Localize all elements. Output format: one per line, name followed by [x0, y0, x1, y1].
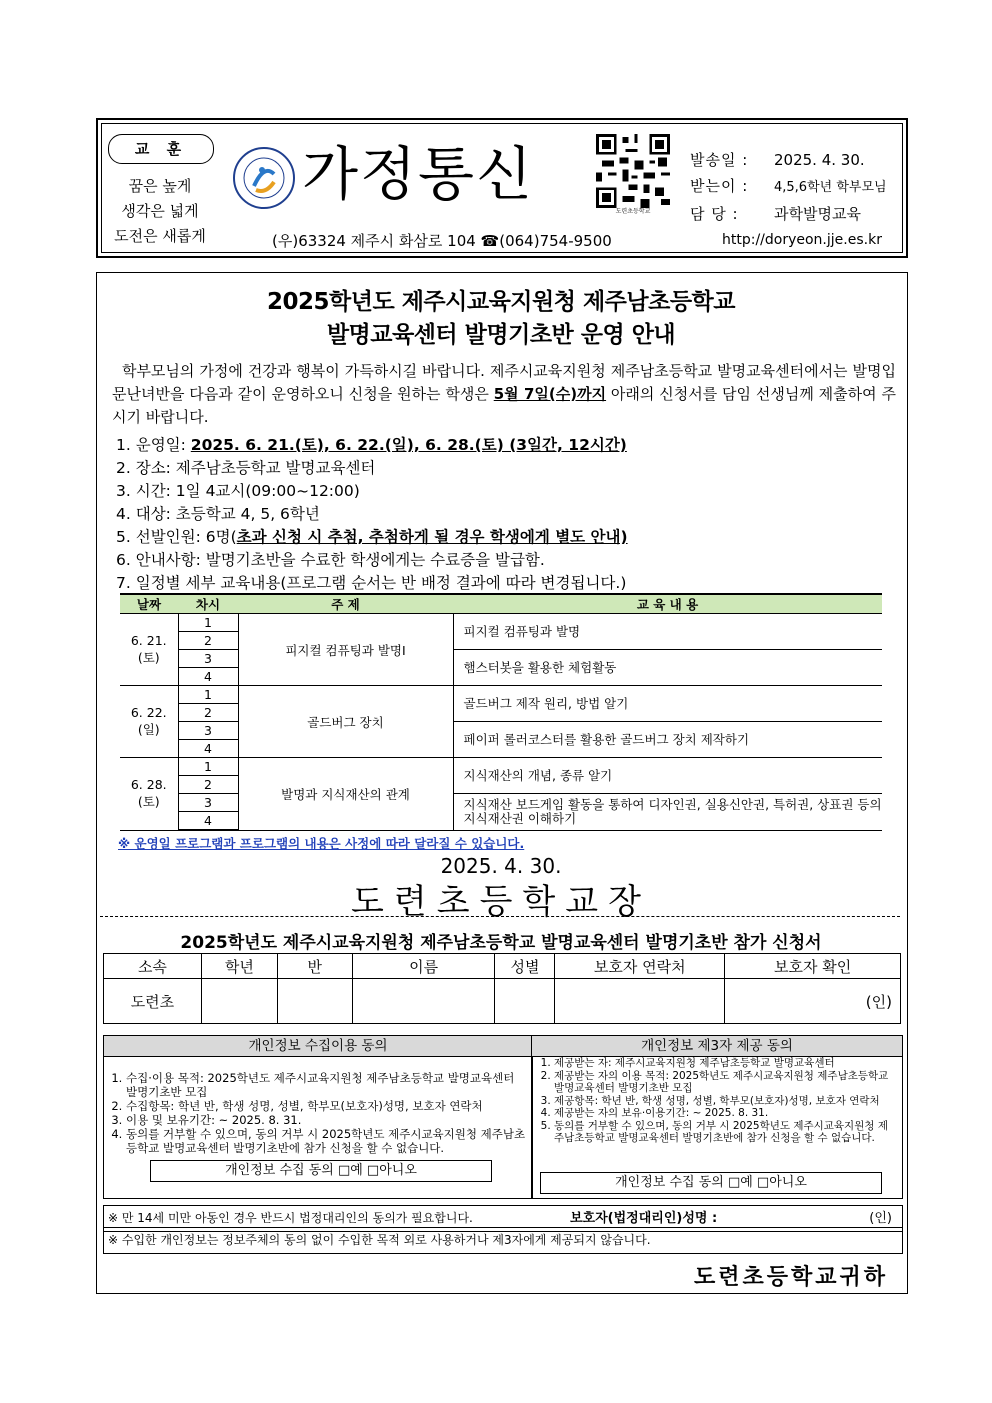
application-row	[104, 979, 901, 1024]
schedule-day: (토)	[137, 794, 160, 810]
schedule-content: 지식재산의 개념, 종류 알기	[453, 758, 882, 794]
consent-item: 1. 수집·이용 목적: 2025학년도 제주시교육지원청 제주남초등학교 발명교육센터 발명기초반 모집	[126, 1071, 528, 1099]
consent-third-party-title: 개인정보 제3자 제공 동의	[532, 1036, 902, 1057]
notice-item: 3. 시간: 1일 4교시(09:00~12:00)	[116, 482, 360, 500]
application-header-row	[104, 954, 901, 979]
application-header: 학년	[201, 954, 277, 979]
schedule-row	[120, 686, 882, 704]
consent-collect-list	[104, 1071, 532, 1155]
qr-caption: 도련초등학교	[615, 208, 651, 215]
consent-collect-agree[interactable]: 개인정보 수집 동의 □예 □아니오	[150, 1160, 492, 1182]
schedule-note: ※ 운영일 프로그램과 프로그램의 내용은 사정에 따라 달라질 수 있습니다.	[118, 836, 525, 851]
schedule-header: 차시	[178, 594, 238, 614]
schedule-period: 3	[178, 722, 238, 740]
schedule-header: 날짜	[120, 594, 178, 614]
form-title: 2025학년도 제주시교육지원청 제주남초등학교 발명교육센터 발명기초반 참가 신청서	[180, 933, 822, 953]
motto-lines	[100, 174, 220, 249]
guardian-contact-field[interactable]	[555, 979, 725, 1024]
name-field[interactable]	[352, 979, 495, 1024]
schedule-day: (일)	[137, 722, 160, 737]
schedule-header: 주 제	[238, 594, 453, 614]
schedule-period: 1	[178, 758, 238, 776]
consent-item: 1. 제공받는 자: 제주시교육지원청 제주남초등학교 발명교육센터	[554, 1057, 898, 1070]
principal-signature: 도련초등학교장	[351, 882, 651, 922]
sign-date: 2025. 4. 30.	[440, 854, 562, 878]
schedule-topic: 골드버그 장치	[238, 686, 453, 758]
schedule-topic: 피지컬 컴퓨팅과 발명Ⅰ	[238, 614, 453, 686]
header-meta	[690, 147, 887, 227]
schedule-row	[120, 794, 882, 812]
grade-field[interactable]	[201, 979, 277, 1024]
notice-item: 2. 장소: 제주남초등학교 발명교육센터	[116, 459, 376, 477]
schedule-content: 지식재산 보드게임 활동을 통하여 디자인권, 실용신안권, 특허권, 상표권 등의 지식재산권 이해하기	[453, 794, 882, 831]
school-logo-icon	[232, 146, 296, 210]
application-header: 성별	[495, 954, 555, 979]
notice-item: 7. 일정별 세부 교육내용(프로그램 순서는 반 배정 결과에 따라 변경됩니다.)	[116, 574, 627, 592]
schedule-period: 1	[178, 686, 238, 704]
schedule-period: 2	[178, 632, 238, 650]
schedule-period: 4	[178, 668, 238, 686]
schedule-date-cell	[120, 758, 178, 831]
guardian-name-label: 보호자(법정대리인)성명 :	[570, 1211, 718, 1226]
guardian-seal-field[interactable]: (인)	[725, 979, 901, 1024]
notice-items	[116, 434, 900, 595]
application-header: 소속	[104, 954, 202, 979]
motto-line: 생각은 넓게	[121, 202, 199, 220]
notice-title-line2: 발명교육센터 발명기초반 운영 안내	[326, 322, 676, 348]
consent-third-party-list	[532, 1057, 902, 1145]
application-header: 반	[277, 954, 352, 979]
schedule-header-row	[120, 594, 882, 614]
schedule-header: 교 육 내 용	[453, 594, 882, 614]
privacy-notice: ※ 수입한 개인정보는 정보주체의 동의 없이 수입한 목적 외로 사용하거나 제3자에게 제공되지 않습니다.	[108, 1233, 651, 1247]
schedule-period: 3	[178, 650, 238, 668]
consent-third-party-agree[interactable]: 개인정보 수집 동의 □예 □아니오	[540, 1172, 882, 1194]
notice-item: 4. 대상: 초등학교 4, 5, 6학년	[116, 505, 320, 523]
consent-item: 2. 제공받는 자의 이용 목적: 2025학년도 제주시교육지원청 제주남초등학교 발명교육센터 발명기초반 모집	[554, 1070, 898, 1095]
school-url[interactable]: http://doryeon.jje.es.kr	[722, 232, 882, 248]
schedule-date: 6. 21.	[130, 633, 167, 648]
notice-item: 1. 운영일: 2025. 6. 21.(토), 6. 22.(일), 6. 28.(토) (3일간, 12시간)	[116, 436, 627, 454]
meta-row-sent-date: 발송일 : 2025. 4. 30.	[690, 151, 865, 169]
school-address: (우)63324 제주시 화삼로 104 ☎(064)754-9500	[272, 232, 612, 250]
addressee: 도련초등학교귀하	[693, 1265, 888, 1290]
schedule-period: 4	[178, 812, 238, 831]
schedule-content: 골드버그 제작 원리, 방법 알기	[453, 686, 882, 722]
schedule-date-cell	[120, 614, 178, 686]
schedule-content: 피지컬 컴퓨팅과 발명	[453, 614, 882, 650]
schedule-content: 페이퍼 롤러코스터를 활용한 골드버그 장치 제작하기	[453, 722, 882, 758]
notice-item: 6. 안내사항: 발명기초반을 수료한 학생에게는 수료증을 발급함.	[116, 551, 545, 569]
schedule-period: 2	[178, 704, 238, 722]
application-header: 보호자 확인	[725, 954, 901, 979]
consent-item: 3. 제공항목: 학년 반, 학생 성명, 성별, 학부모(보호자)성명, 보호자 연락처	[554, 1095, 898, 1108]
gender-field[interactable]	[495, 979, 555, 1024]
consent-third-party-box	[531, 1035, 903, 1199]
notice-item: 5. 선발인원: 6명(초과 신청 시 추첨, 추첨하게 될 경우 학생에게 별도 안내)	[116, 528, 628, 546]
schedule-period: 3	[178, 794, 238, 812]
consent-item: 4. 제공받는 자의 보유·이용기간: ~ 2025. 8. 31.	[554, 1107, 898, 1120]
consent-collect-title: 개인정보 수집이용 동의	[104, 1036, 532, 1057]
schedule-date: 6. 28.	[130, 777, 167, 793]
school-cell: 도련초	[104, 979, 202, 1024]
minor-notice: ※ 만 14세 미만 아동인 경우 반드시 법정대리인의 동의가 필요합니다.	[108, 1211, 473, 1225]
schedule-date: 6. 22.	[130, 705, 167, 720]
cut-line	[100, 916, 900, 917]
schedule-table	[120, 593, 882, 831]
schedule-row	[120, 722, 882, 740]
application-header: 보호자 연락처	[555, 954, 725, 979]
meta-row-recipient: 받는이 : 4,5,6학년 학부모님	[690, 177, 887, 195]
schedule-period: 1	[178, 614, 238, 632]
meta-row-manager: 담 당 : 과학발명교육	[690, 205, 861, 223]
schedule-row	[120, 614, 882, 632]
schedule-period: 4	[178, 740, 238, 758]
schedule-day: (토)	[137, 650, 160, 665]
schedule-content: 햄스터봇을 활용한 체험활동	[453, 650, 882, 686]
notice-title-line1: 2025학년도 제주시교육지원청 제주남초등학교	[267, 289, 735, 315]
guardian-seal: (인)	[869, 1211, 892, 1226]
consent-item: 3. 이용 및 보유기간: ~ 2025. 8. 31.	[126, 1113, 528, 1127]
consent-item: 2. 수집항목: 학년 반, 학생 성명, 성별, 학부모(보호자)성명, 보호자 연락처	[126, 1099, 528, 1113]
schedule-date-cell	[120, 686, 178, 758]
motto-line: 도전은 새롭게	[114, 227, 206, 245]
schedule-period: 2	[178, 776, 238, 794]
notice-intro: 학부모님의 가정에 건강과 행복이 가득하시길 바랍니다. 제주시교육지원청 제주남초등학교 발명교육센터에서는 발명입문난녀반을 다음과 같이 운영하오니 신청을 원하는 학생은 5월 7일(수)까지 아래의 신청서를 담임 선생님께 제출하여 주시기 바랍니다.	[112, 362, 896, 426]
class-field[interactable]	[277, 979, 352, 1024]
schedule-row	[120, 758, 882, 776]
motto-line: 꿈은 높게	[128, 177, 192, 195]
schedule-row	[120, 650, 882, 668]
qr-code-icon	[596, 134, 670, 208]
consent-collect-box	[103, 1035, 533, 1199]
page-title: 가정통신	[302, 140, 535, 208]
privacy-notice-row	[103, 1227, 903, 1254]
consent-item: 5. 동의를 거부할 수 있으며, 동의 거부 시 2025학년도 제주시교육지원청 제주남초등학교 발명교육센터 발명기초반에 참가 신청을 할 수 없습니다.	[554, 1120, 898, 1145]
schedule-topic: 발명과 지식재산의 관계	[238, 758, 453, 831]
motto-badge: 교 훈	[108, 134, 214, 164]
application-header: 이름	[352, 954, 495, 979]
consent-item: 4. 동의를 거부할 수 있으며, 동의 거부 시 2025학년도 제주시교육지원청 제주남초등학교 발명교육센터 발명기초반에 참가 신청을 할 수 없습니다.	[126, 1127, 528, 1155]
application-table	[103, 953, 901, 1024]
